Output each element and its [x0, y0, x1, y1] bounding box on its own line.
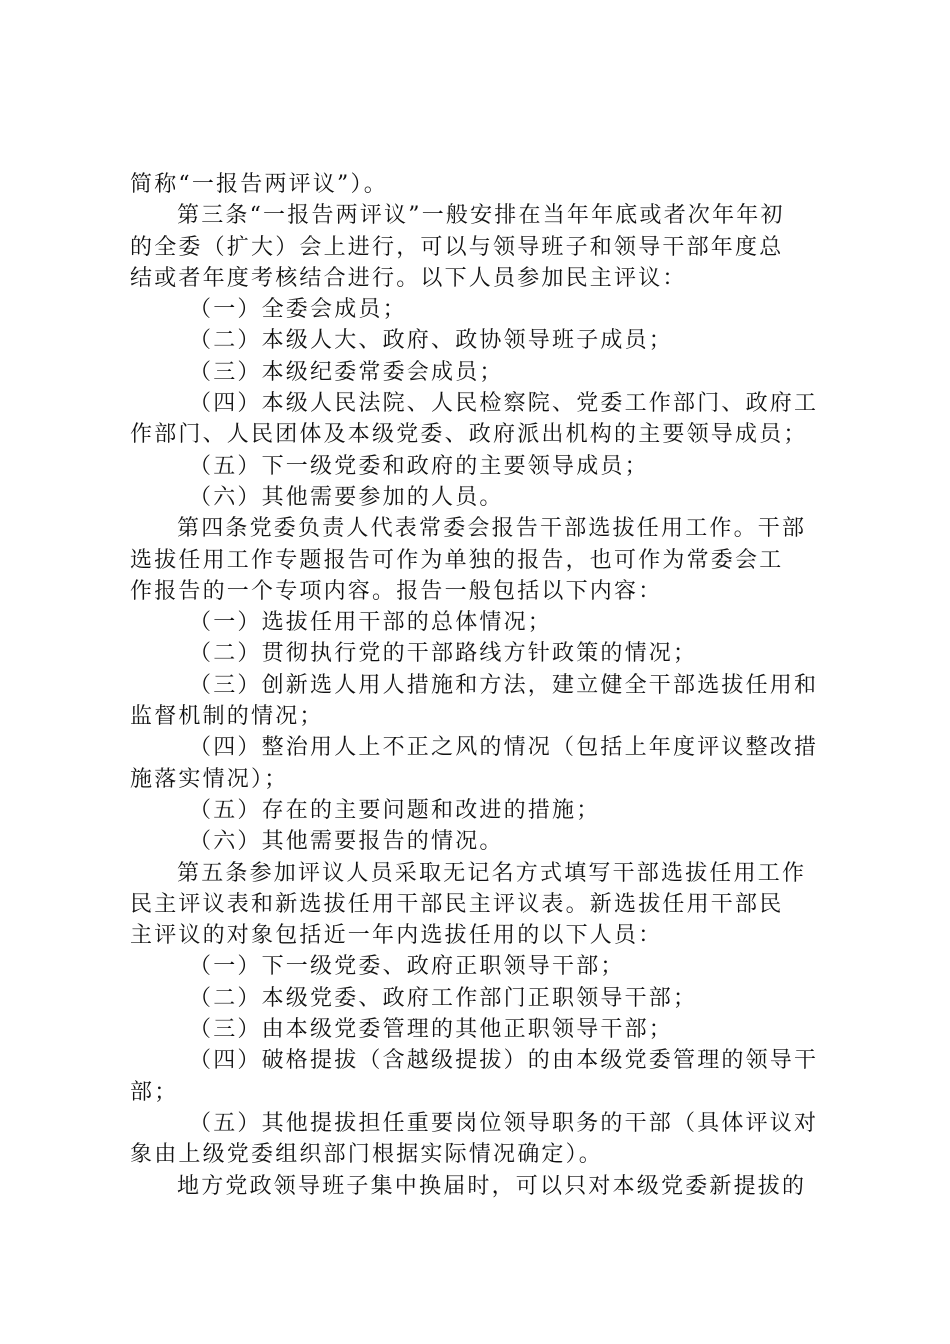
list-item: （三）本级纪委常委会成员；: [189, 359, 504, 385]
list-item: （三）由本级党委管理的其他正职领导干部；: [189, 1017, 674, 1043]
text-line: 简称“一报告两评议”）。: [130, 172, 388, 197]
list-item: （五）存在的主要问题和改进的措施；: [189, 797, 601, 823]
list-item: （五）其他提拔担任重要岗位领导职务的干部（具体评议对: [189, 1110, 819, 1136]
article-4-heading-line: 第四条党委负责人代表常委会报告干部选拔任用工作。干部: [177, 516, 807, 542]
list-item: （六）其他需要参加的人员。: [189, 484, 504, 510]
text-line: 部；: [130, 1079, 179, 1105]
article-3-heading-line: 第三条“一报告两评议”一般安排在当年年底或者次年年初: [177, 203, 785, 229]
list-item: （六）其他需要报告的情况。: [189, 829, 504, 855]
list-item: （二）贯彻执行党的干部路线方针政策的情况；: [189, 641, 698, 667]
list-item: （四）本级人民法院、人民检察院、党委工作部门、政府工: [189, 391, 819, 417]
list-item: （三）创新选人用人措施和方法，建立健全干部选拔任用和: [189, 672, 819, 698]
document-body: [130, 169, 835, 1202]
text-line: 的全委（扩大）会上进行，可以与领导班子和领导干部年度总: [130, 234, 784, 260]
list-item: （二）本级人大、政府、政协领导班子成员；: [189, 328, 674, 354]
text-line: 作报告的一个专项内容。报告一般包括以下内容：: [130, 578, 663, 604]
list-item: （五）下一级党委和政府的主要领导成员；: [189, 453, 649, 479]
list-item: （一）下一级党委、政府正职领导干部；: [189, 954, 625, 980]
text-line: 结或者年度考核结合进行。以下人员参加民主评议：: [130, 265, 687, 291]
list-item: （一）全委会成员；: [189, 297, 407, 323]
article-5-heading-line: 第五条参加评议人员采取无记名方式填写干部选拔任用工作: [177, 860, 807, 886]
list-item: （二）本级党委、政府工作部门正职领导干部；: [189, 985, 698, 1011]
list-item: （四）整治用人上不正之风的情况（包括上年度评议整改措: [189, 735, 819, 761]
text-line: 施落实情况）；: [130, 766, 289, 792]
text-line: 民主评议表和新选拔任用干部民主评议表。新选拔任用干部民: [130, 891, 784, 917]
list-item: （一）选拔任用干部的总体情况；: [189, 610, 553, 636]
text-line: 象由上级党委组织部门根据实际情况确定）。: [130, 1142, 604, 1168]
text-line: 作部门、人民团体及本级党委、政府派出机构的主要领导成员；: [130, 422, 808, 448]
paragraph-start-line: 地方党政领导班子集中换届时，可以只对本级党委新提拔的: [177, 1173, 807, 1199]
text-line: 主评议的对象包括近一年内选拔任用的以下人员：: [130, 923, 663, 949]
list-item: （四）破格提拔（含越级提拔）的由本级党委管理的领导干: [189, 1048, 819, 1074]
text-line: 选拔任用工作专题报告可作为单独的报告，也可作为常委会工: [130, 547, 784, 573]
text-line: 监督机制的情况；: [130, 704, 324, 730]
